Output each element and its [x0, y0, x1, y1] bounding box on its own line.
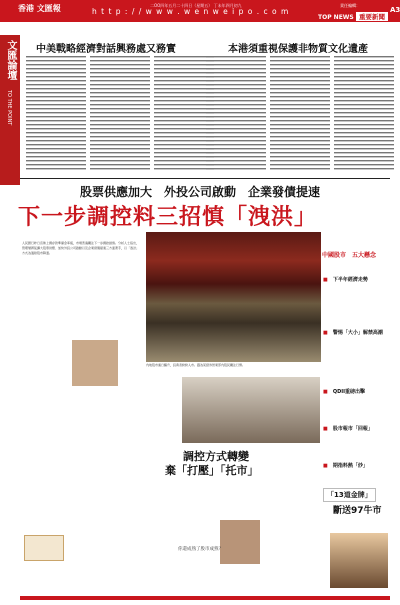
square-bullet-icon: ■: [323, 330, 328, 336]
rightbox-item: ■ 期指料熱「炒」: [323, 463, 368, 469]
top-right-body: [206, 56, 396, 174]
section-tag: 重要新聞: [356, 12, 388, 21]
square-bullet-icon: ■: [323, 463, 328, 469]
bottom-title-1: 調控方式轉變: [183, 450, 249, 463]
newspaper-logo: 香港 文匯報: [18, 4, 61, 13]
top-news-label: TOP NEWS: [318, 14, 354, 21]
portrait-photo: [72, 340, 118, 386]
bottom-quote: 你還成熟了股市成熟？: [178, 547, 223, 552]
main-title: 股票供應加大 外投公司啟動 企業發債提速: [79, 185, 320, 199]
rightbox-item: ■ 股市報市「回報」: [323, 426, 373, 432]
box-headline: 斷送97牛市: [333, 506, 382, 516]
top-left-headline: 中美戰略經濟對話興務處又務實: [36, 44, 176, 55]
main-red-title: 下一步調控料三招慎「洩洪」: [18, 205, 318, 230]
top-left-body: [26, 56, 216, 174]
sidebar-sub: TO THE POINT: [6, 90, 12, 126]
trader-photo: [330, 533, 388, 588]
bottom-title-2: 棄「打壓」「托市」: [165, 464, 259, 477]
rightbox-item: ■ 警惕「大小」解禁高潮: [323, 330, 383, 336]
bottom-red-strip: [20, 596, 390, 600]
header-editor: 責任編輯：: [340, 3, 360, 8]
body-lines: [26, 56, 216, 174]
header-url[interactable]: h t t p : / / w w w . w e n w e i p o . c o m: [92, 7, 290, 16]
sidebar-label: 文匯論壇: [5, 40, 16, 80]
box-tag: 「13道金牌」: [323, 488, 376, 502]
header-date: 二OO四年五月二十四日（星期五） 丁未年四月初九: [150, 3, 242, 8]
rightbox-list: [323, 260, 395, 471]
square-bullet-icon: ■: [323, 277, 328, 283]
square-bullet-icon: ■: [323, 389, 328, 395]
olympic-logo: [24, 535, 64, 561]
crowd-photo: [182, 377, 320, 443]
body-lines: [206, 56, 396, 174]
main-photo: [146, 232, 321, 362]
photo-caption: 內地股市連日飈升，投資者紛紛入市。圖為某證券營業部內股民關注行情。: [146, 363, 246, 367]
section-divider: [20, 178, 390, 179]
portrait-photo-2: [220, 520, 260, 564]
square-bullet-icon: ■: [323, 426, 328, 432]
main-intro: 人民銀行昨日宣佈上調存款準備金率後，市場普遍關注下一步調控措施。分析人士指出，管理層將從擴大股票供應、加快外投公司啟動以及企業發債提速三方面著手，以「洩洪」方式為過熱股市降溫。: [22, 241, 140, 255]
page-number: A3: [390, 6, 400, 14]
rightbox-item: ■ QDII重磅出擊: [323, 389, 365, 395]
rightbox-item: ■ 下半年經濟走勢: [323, 277, 368, 283]
top-right-headline: 本港須重視保護非物質文化遺產: [228, 44, 368, 55]
rightbox-title: 中國股市 五大懸念: [322, 252, 377, 259]
